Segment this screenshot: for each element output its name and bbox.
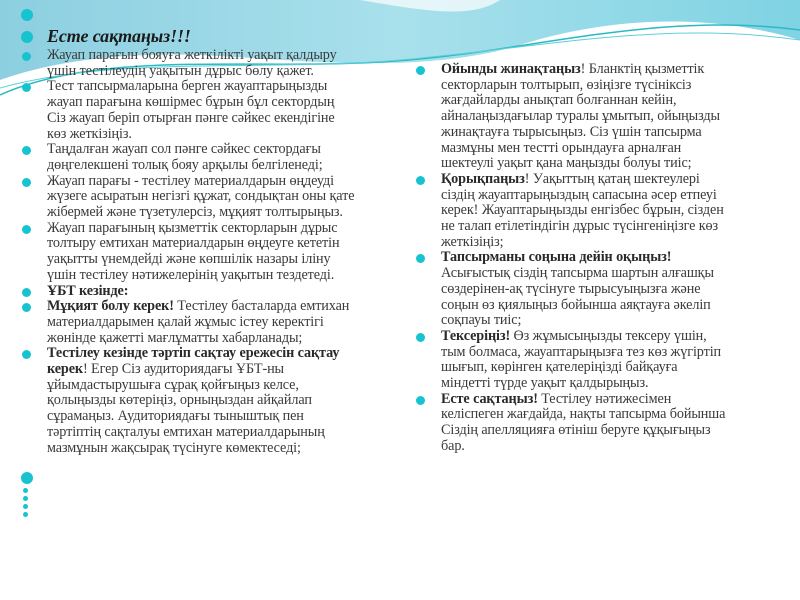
bullet-item	[18, 79, 398, 142]
bullet-icon	[22, 225, 31, 234]
bullet-item	[412, 172, 800, 251]
bullet-icon	[23, 496, 28, 501]
small-bullets	[18, 486, 398, 532]
item-lead: Есте сақтаңыз!	[441, 390, 538, 407]
bullet-icon	[22, 288, 31, 297]
item-lead: Тапсырманы соңына дейін оқыңыз!	[441, 249, 672, 266]
bullet-icon	[22, 350, 31, 359]
item-lead: Мұқият болу керек!	[47, 298, 174, 315]
bullet-item	[18, 48, 398, 79]
item-text: Жауап парағы - тестілеу материалдарын өңдеуді жүзеге асыратын негізгі құжат, сондықтан оны қате жібермей және түзетулерсіз, мұқият толтырыңыз.	[47, 172, 355, 221]
bullet-item	[18, 174, 398, 221]
bullet-item	[412, 62, 800, 172]
item-text: Тестілеу басталарда емтихан материалдарымен қалай жұмыс істеу керектігі жөнінде қажетті мағлұматты хабарланады;	[47, 298, 350, 346]
bullet-icon	[21, 472, 33, 484]
bullet-icon	[21, 9, 33, 21]
item-text: Тест тапсырмаларына берген жауаптарыңызды жауап парағына көшірмес бұрын бұл сектордың Сіз жауап беріп отырған пәнге сәйкес екендігіне көз жеткізіңіз.	[47, 78, 335, 142]
left-column	[18, 4, 398, 532]
bullet-icon	[22, 83, 31, 92]
bullet-item	[412, 329, 800, 392]
bullet-icon	[23, 488, 28, 493]
empty-bullet-item	[18, 472, 398, 486]
bullet-icon	[416, 254, 425, 263]
title-text: Есте сақтаңыз!!!	[47, 26, 191, 46]
bullet-item	[18, 221, 398, 284]
item-text: Жауап парағын бояуға жеткілікті уақыт қалдыру үшін тестілеудің уақытын дұрыс бөлу қажет.	[47, 47, 337, 79]
item-text: ! Бланктің қызметтік секторларын толтырып, өзіңізге түсініксіз жағдайларды анықтап болғаннан кейін, айналаңыздағылар туралы ұмытып, ойыңызды жинақтауға тырысыңыз. Сіз үшін тапсырма мазмұны мен тестті орындауға арналған шектеулі уақыт қана маңызды болуы тиіс;	[441, 61, 720, 172]
bullet-icon	[416, 176, 425, 185]
bullet-icon	[22, 303, 31, 312]
bullet-icon	[22, 178, 31, 187]
bullet-item	[18, 142, 398, 173]
bullet-item	[18, 299, 398, 346]
item-lead: Ойынды жинақтаңыз	[441, 61, 581, 77]
item-text: ! Уақыттың қатаң шектеулері сіздің жауаптарыңыздың сапасына әсер етпеуі керек! Жауаптарыңызды енгізбес бұрын, сізден не талап етілетіндігін дұрыс түсінгеніңізге көз жеткізіңіз;	[441, 170, 724, 250]
bullet-icon	[21, 31, 33, 43]
bullet-icon	[416, 66, 425, 75]
bullet-icon	[23, 504, 28, 509]
item-lead: ҰБТ кезінде:	[47, 282, 129, 299]
item-text: Жауап парағының қызметтік секторларын дұрыс толтыру емтихан материалдарын өңдеуге кететін уақытты үнемдейді және көпшілік назары іліну үшін тестілеу нәтижелерінің уақытын тездетеді.	[47, 219, 340, 283]
item-text: Тестілеу нәтижесімен келіспеген жағдайда, нақты тапсырма бойынша Сіздің апелляцияға өтініш беруге құқығыңыз бар.	[441, 390, 726, 454]
item-lead: Қорықпаңыз	[441, 170, 525, 187]
bullet-icon	[22, 146, 31, 155]
bullet-icon	[416, 333, 425, 342]
empty-bullet-item	[18, 4, 398, 24]
item-text: Асығыстық сіздің тапсырма шартын алғашқы сөздерінен-ақ түсінуге тырысуыңызға және соңын өз қиялыңыз бойынша аяқтауға әкеліп соқпауы тиіс;	[441, 265, 714, 329]
bullet-item	[412, 392, 800, 455]
item-lead: Тексеріңіз!	[441, 327, 511, 344]
bullet-item	[18, 346, 398, 456]
right-column	[412, 62, 800, 455]
bullet-item	[412, 250, 800, 329]
bullet-icon	[23, 512, 28, 517]
bullet-icon	[22, 52, 31, 61]
item-text: ! Егер Сіз аудиториядағы ҰБТ-ны ұйымдастырушыға сұрақ қойғыңыз келсе, қолыңызды көтеріңіз, орныңыздан айқайлап сұрамаңыз. Аудиториядағы тыныштық пен тәртіптің сақталуы емтихан материалдарының мазмұнын жақсырақ түсінуге көмектеседі;	[47, 361, 325, 456]
item-lead: Тестілеу кезінде тәртіп сақтау ережесін сақтау керек	[47, 345, 340, 378]
bullet-item	[18, 284, 398, 300]
item-text: Өз жұмысыңызды тексеру үшін, тым болмаса, жауаптарыңызға тез көз жүгіртіп шығып, көрінген қателеріңізді байқауға міндетті түрде уақыт қалдырыңыз.	[441, 327, 722, 392]
item-text: Таңдалған жауап сол пәнге сәйкес сектордағы дөңгелекшені толық бояу арқылы белгіленеді;	[47, 141, 323, 173]
bullet-icon	[416, 396, 425, 405]
slide-title	[18, 24, 398, 48]
